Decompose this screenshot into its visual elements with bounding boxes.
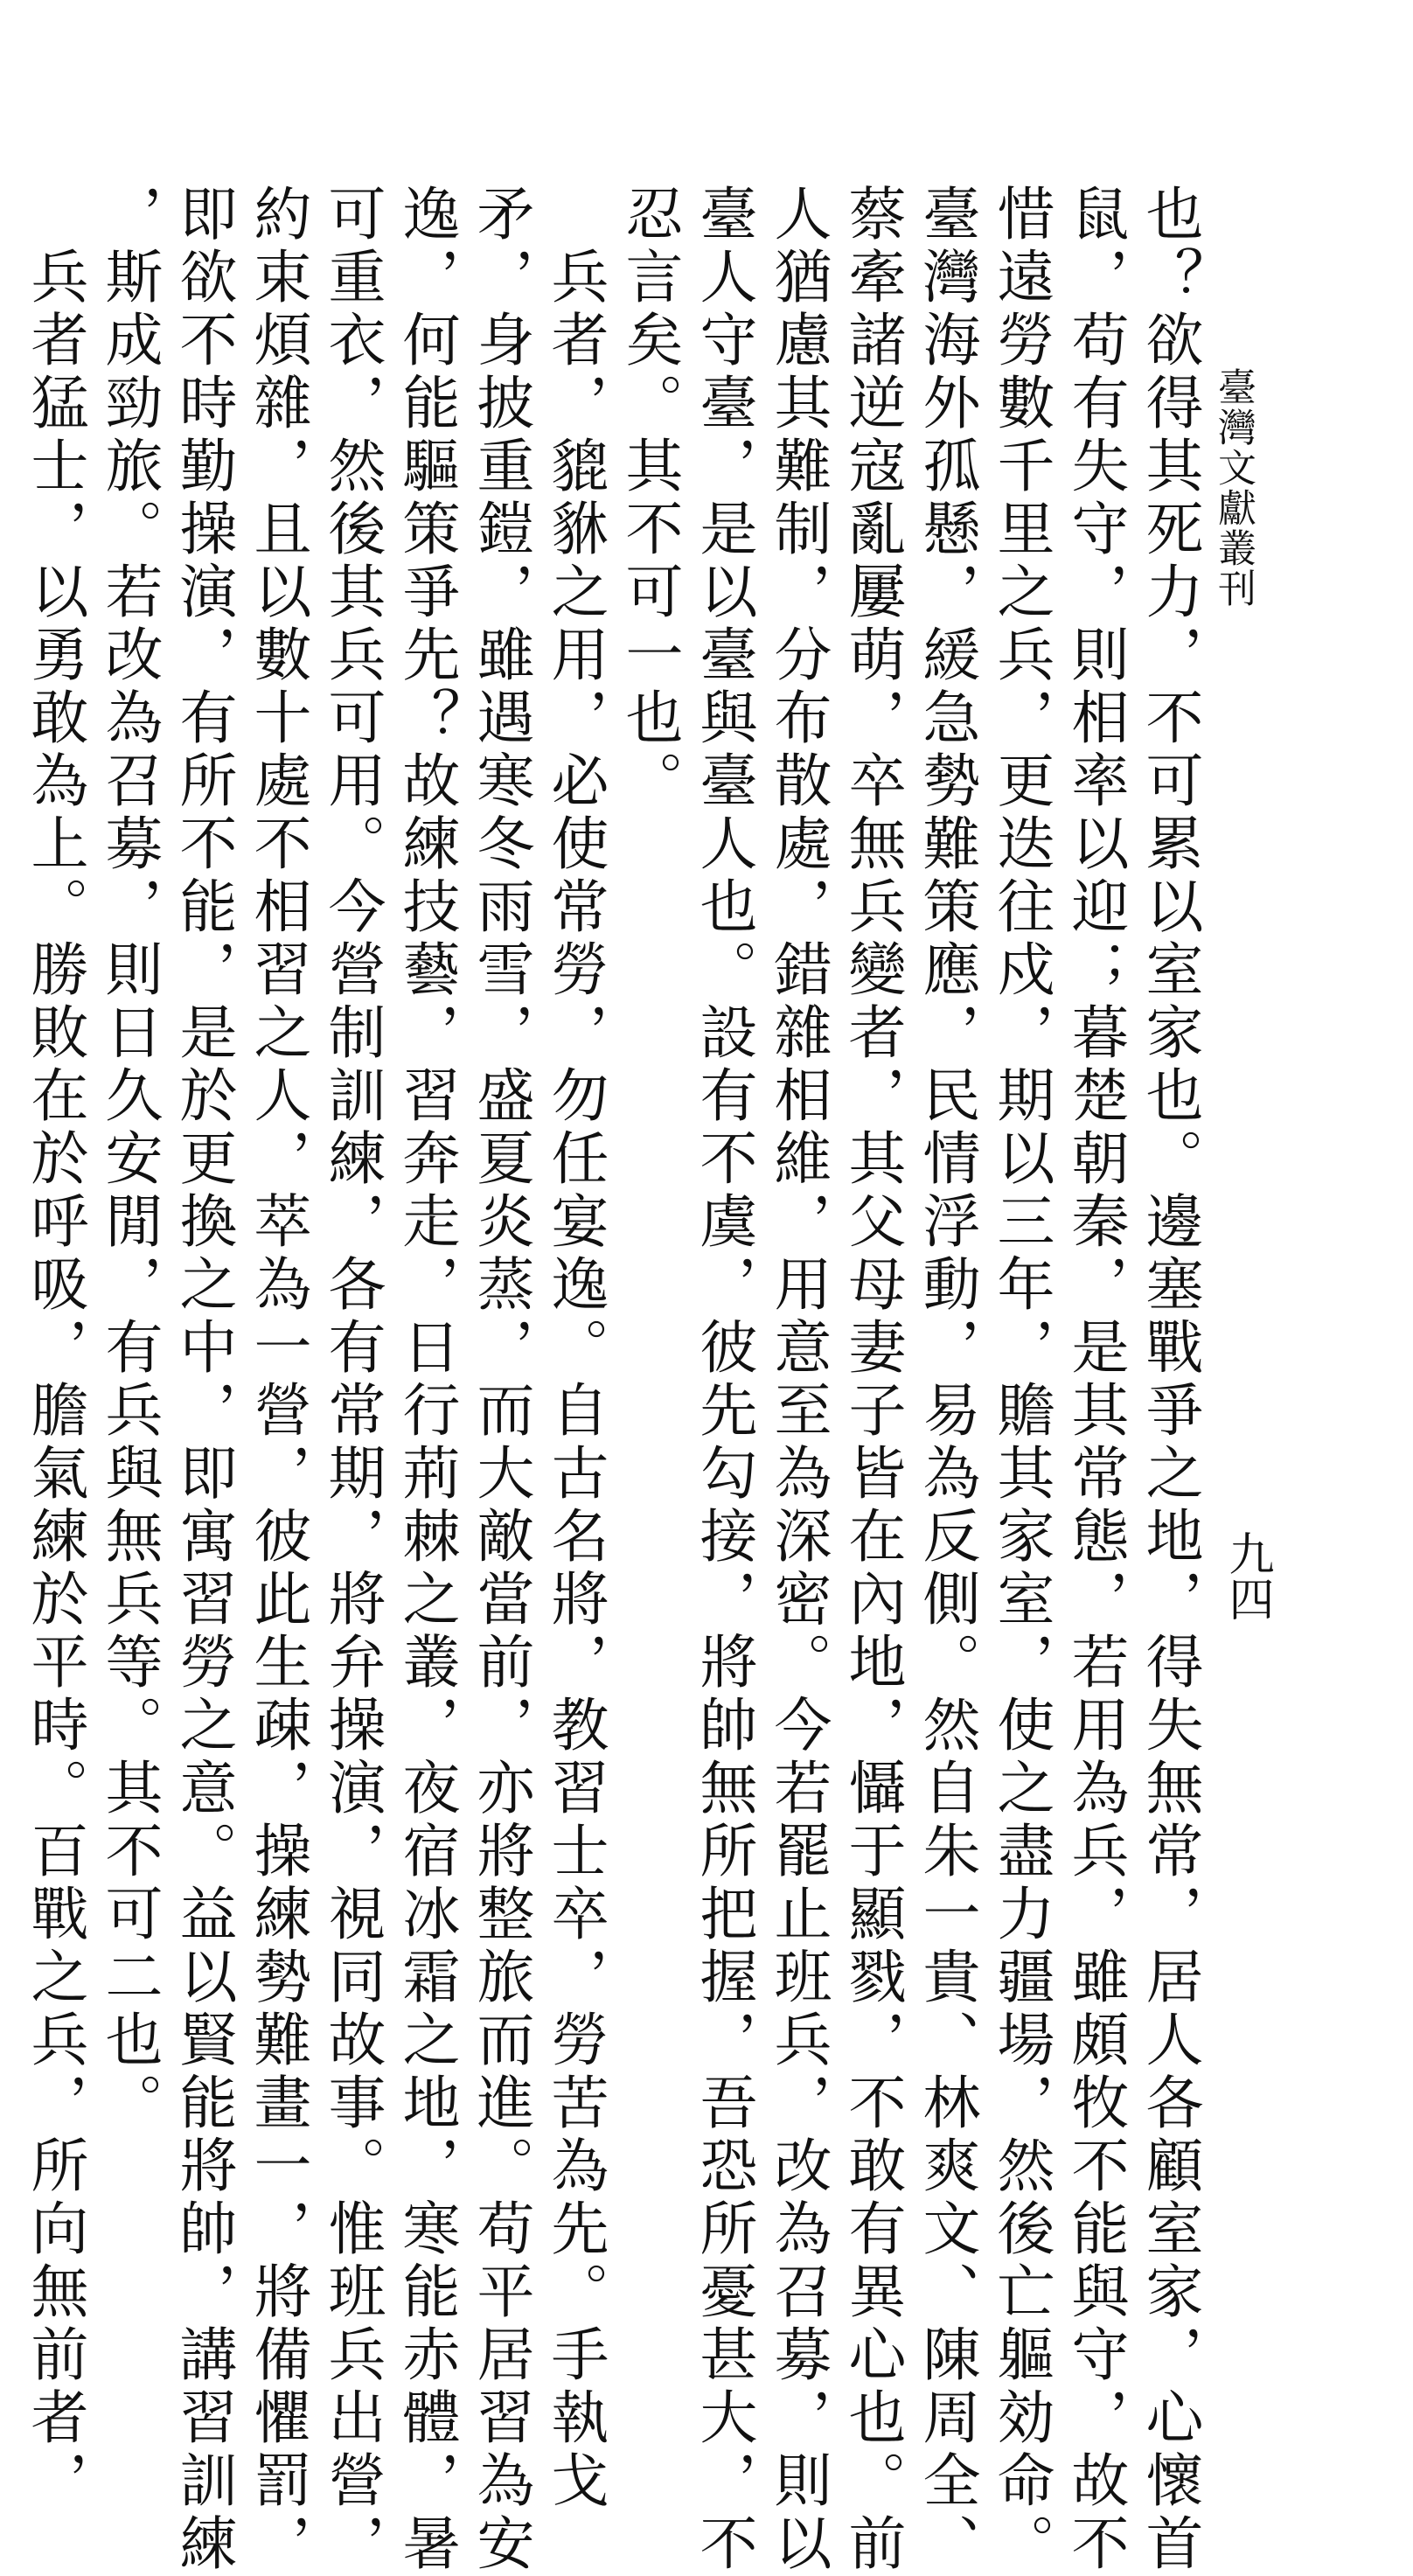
text-column: 即欲不時勤操演，有所不能，是於更換之中，即寓習勞之意。益以賢能將帥，講習訓練 (170, 184, 237, 2576)
running-header-title: 臺灣文獻叢刊 (1211, 367, 1256, 609)
text-column: 蔡牽諸逆寇亂屢萌，卒無兵變者，其父母妻子皆在內地，懾于顯戮，不敢有異心也。前 (839, 184, 906, 2576)
text-column: 兵者，貔貅之用，必使常勞，勿任宴逸。自古名將，教習士卒，勞苦為先。手執戈 (541, 184, 609, 2513)
text-column: 兵者猛士，以勇敢為上。勝敗在於呼吸，膽氣練於平時。百戰之兵，所向無前者， (21, 184, 88, 2513)
text-column: 可重衣，然後其兵可用。今營制訓練，各有常期，將弁操演，視同故事。惟班兵出營， (318, 184, 386, 2576)
text-column: 忍言矣。其不可一也。 (616, 184, 683, 813)
page-number: 九四 (1221, 1530, 1273, 1621)
body-text (21, 184, 1207, 2576)
text-column: 臺灣海外孤懸，緩急勢難策應，民情浮動，易為反側。然自朱一貴、林爽文、陳周全、 (913, 184, 980, 2576)
text-column: 逸，何能驅策爭先？故練技藝，習奔走，日行荊棘之叢，夜宿冰霜之地，寒能赤體，暑 (393, 184, 460, 2576)
text-column: 惜遠勞數千里之兵，更迭往戍，期以三年，贍其家室，使之盡力疆場，然後亡軀効命。 (987, 184, 1055, 2576)
text-column: 鼠，苟有失守，則相率以迎；暮楚朝秦，是其常態，若用為兵，雖頗牧不能與守，故不 (1061, 184, 1129, 2576)
text-column: ，斯成勁旅。若改為召募，則日久安閒，有兵與無兵等。其不可二也。 (95, 184, 163, 2135)
text-column: 也？欲得其死力，不可累以室家也。邊塞戰爭之地，得失無常，居人各顧室家，心懷首 (1136, 184, 1203, 2576)
text-column: 臺人守臺，是以臺與臺人也。設有不虞，彼先勾接，將帥無所把握，吾恐所憂甚大，不 (690, 184, 757, 2576)
text-column: 人猶慮其難制，分布散處，錯雜相維，用意至為深密。今若罷止班兵，改為召募，則以 (764, 184, 832, 2576)
text-column: 矛，身披重鎧，雖遇寒冬雨雪，盛夏炎蒸，而大敵當前，亦將整旅而進。苟平居習為安 (467, 184, 534, 2576)
text-column: 約束煩雜，且以數十處不相習之人，萃為一營，彼此生疎，操練勢難畫一，將備懼罰， (244, 184, 311, 2576)
